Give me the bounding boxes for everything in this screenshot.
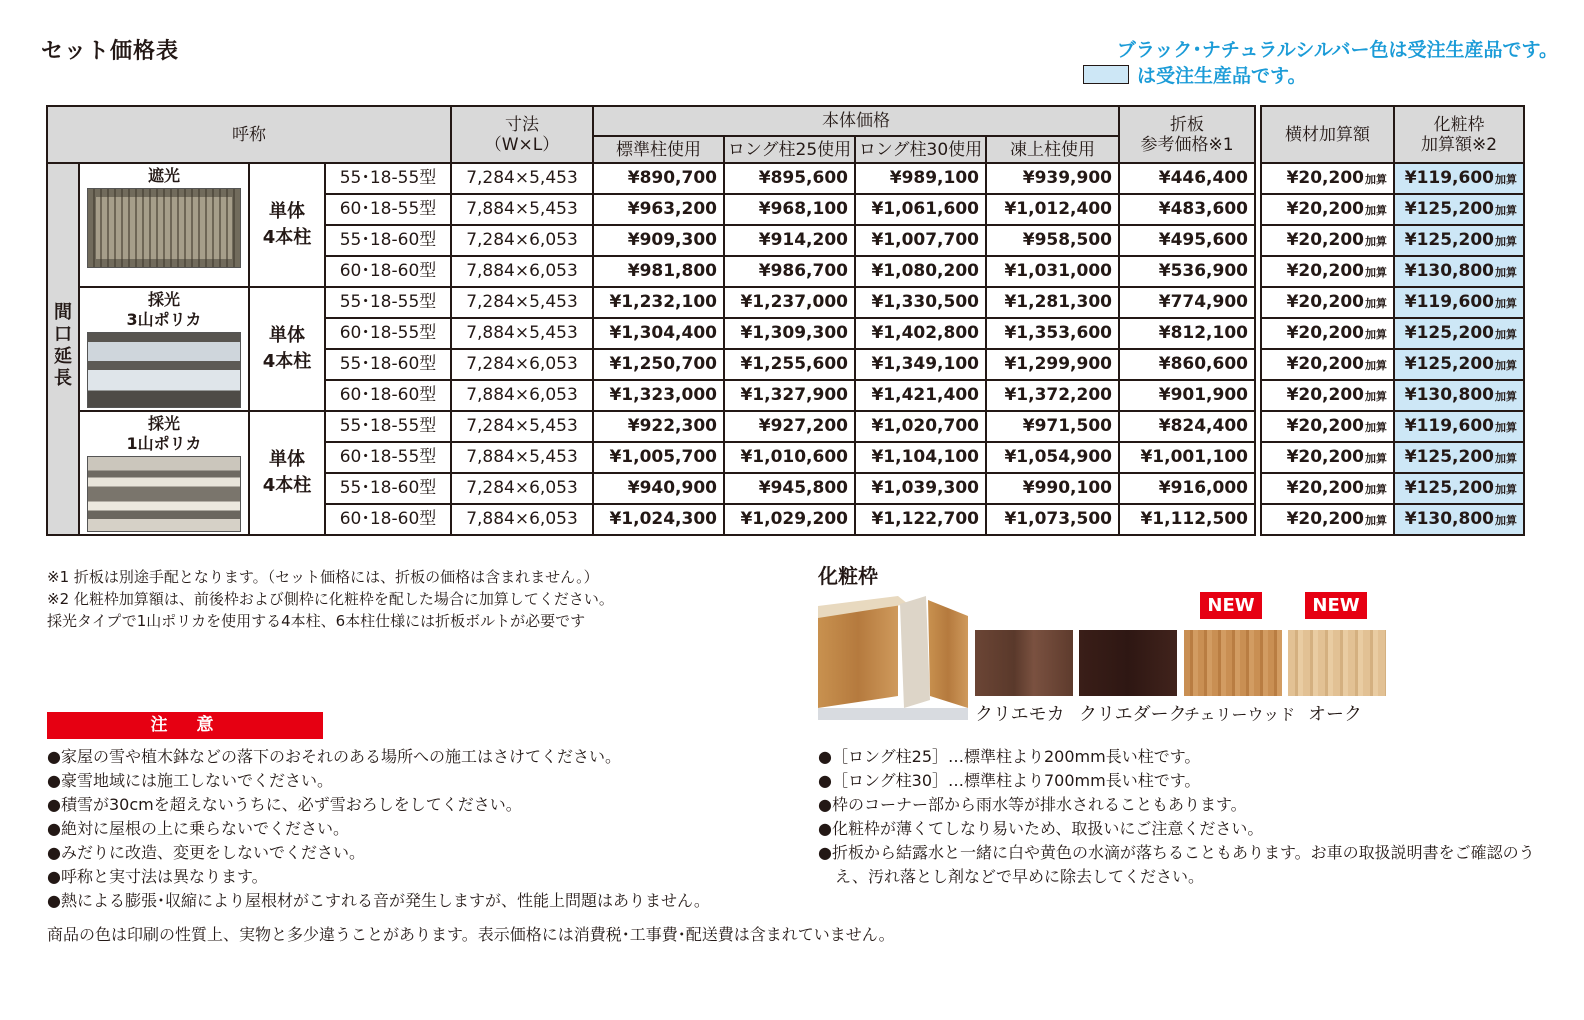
header-beam: 横材加算額 bbox=[1261, 106, 1394, 163]
price-l30: ¥1,421,400 bbox=[855, 380, 986, 411]
group-image-cell bbox=[79, 163, 249, 287]
price-l25: ¥968,100 bbox=[724, 194, 855, 225]
price-l30: ¥1,402,800 bbox=[855, 318, 986, 349]
add-suffix: 加算 bbox=[1365, 296, 1387, 310]
beam-value: ¥20,200 bbox=[1286, 322, 1364, 343]
price-table bbox=[46, 105, 1525, 536]
add-suffix: 加算 bbox=[1495, 172, 1517, 186]
swatch-label: クリエモカ bbox=[975, 704, 1065, 725]
add-suffix: 加算 bbox=[1365, 389, 1387, 403]
group-name: 採光 bbox=[147, 414, 180, 433]
group-name: 3山ポリカ bbox=[126, 310, 202, 329]
frame-corner-photo bbox=[818, 596, 968, 720]
price-fold: ¥536,900 bbox=[1119, 256, 1255, 287]
size-cell: 7,884×5,453 bbox=[451, 318, 593, 349]
caution-item: ●豪雪地域には施工しないでください。 bbox=[47, 771, 333, 790]
price-fold: ¥495,600 bbox=[1119, 225, 1255, 256]
frame-add-cell bbox=[1394, 411, 1524, 442]
price-l30: ¥1,080,200 bbox=[855, 256, 986, 287]
beam-value: ¥20,200 bbox=[1286, 167, 1364, 188]
price-fold: ¥1,112,500 bbox=[1119, 504, 1255, 535]
price-l30: ¥1,122,700 bbox=[855, 504, 986, 535]
group-unit-cell bbox=[249, 287, 325, 411]
keshou-title: 化粧枠 bbox=[818, 564, 878, 588]
size-cell: 7,884×5,453 bbox=[451, 442, 593, 473]
price-fold: ¥916,000 bbox=[1119, 473, 1255, 504]
price-std: ¥890,700 bbox=[593, 163, 724, 194]
add-suffix: 加算 bbox=[1495, 451, 1517, 465]
side-label-maguchi-encho bbox=[47, 163, 79, 535]
header-frame: 化粧枠 加算額※2 bbox=[1394, 106, 1524, 163]
size-cell: 7,284×6,053 bbox=[451, 225, 593, 256]
header-fold: 折板 参考価格※1 bbox=[1119, 106, 1255, 163]
price-frozen: ¥1,073,500 bbox=[986, 504, 1119, 535]
swatch-label: オーク bbox=[1308, 704, 1362, 725]
model-cell: 60･18-55型 bbox=[325, 318, 451, 349]
beam-add-cell bbox=[1261, 411, 1394, 442]
beam-add-cell bbox=[1261, 225, 1394, 256]
beam-value: ¥20,200 bbox=[1286, 198, 1364, 219]
made-to-order-note-legend bbox=[1083, 61, 1306, 88]
group-unit-cell bbox=[249, 163, 325, 287]
price-frozen: ¥1,299,900 bbox=[986, 349, 1119, 380]
note-item: え、汚れ落とし剤などで早めに除去してください。 bbox=[835, 867, 1204, 886]
frame-value: ¥125,200 bbox=[1404, 353, 1494, 374]
price-l25: ¥914,200 bbox=[724, 225, 855, 256]
model-cell: 60･18-60型 bbox=[325, 256, 451, 287]
price-l30: ¥1,061,600 bbox=[855, 194, 986, 225]
price-fold: ¥860,600 bbox=[1119, 349, 1255, 380]
price-std: ¥922,300 bbox=[593, 411, 724, 442]
add-suffix: 加算 bbox=[1495, 513, 1517, 527]
frame-value: ¥125,200 bbox=[1404, 477, 1494, 498]
beam-value: ¥20,200 bbox=[1286, 446, 1364, 467]
beam-value: ¥20,200 bbox=[1286, 508, 1364, 529]
group-name: 採光 bbox=[147, 290, 180, 309]
add-suffix: 加算 bbox=[1365, 482, 1387, 496]
add-suffix: 加算 bbox=[1495, 327, 1517, 341]
beam-value: ¥20,200 bbox=[1286, 291, 1364, 312]
frame-add-cell bbox=[1394, 318, 1524, 349]
frame-value: ¥119,600 bbox=[1404, 291, 1494, 312]
price-frozen: ¥990,100 bbox=[986, 473, 1119, 504]
frame-value: ¥125,200 bbox=[1404, 322, 1494, 343]
price-frozen: ¥1,281,300 bbox=[986, 287, 1119, 318]
price-std: ¥1,232,100 bbox=[593, 287, 724, 318]
price-l25: ¥1,255,600 bbox=[724, 349, 855, 380]
note-item: ●［ロング柱30］…標準柱より700mm長い柱です。 bbox=[818, 771, 1201, 790]
price-l30: ¥1,039,300 bbox=[855, 473, 986, 504]
footnote: ※2 化粧枠加算額は、前後枠および側枠に化粧枠を配した場合に加算してください。 bbox=[47, 590, 614, 608]
right-notes bbox=[818, 745, 1568, 889]
beam-value: ¥20,200 bbox=[1286, 353, 1364, 374]
price-std: ¥1,250,700 bbox=[593, 349, 724, 380]
add-suffix: 加算 bbox=[1495, 296, 1517, 310]
frame-add-cell bbox=[1394, 287, 1524, 318]
price-fold: ¥483,600 bbox=[1119, 194, 1255, 225]
group-name: 1山ポリカ bbox=[126, 434, 202, 453]
swatch-cherry-wood bbox=[1184, 630, 1282, 696]
frame-value: ¥125,200 bbox=[1404, 198, 1494, 219]
beam-add-cell bbox=[1261, 504, 1394, 535]
price-std: ¥909,300 bbox=[593, 225, 724, 256]
price-fold: ¥824,400 bbox=[1119, 411, 1255, 442]
table-row bbox=[47, 163, 1524, 194]
price-frozen: ¥971,500 bbox=[986, 411, 1119, 442]
price-frozen: ¥939,900 bbox=[986, 163, 1119, 194]
swatch-oak bbox=[1288, 630, 1386, 696]
model-cell: 55･18-55型 bbox=[325, 411, 451, 442]
price-l30: ¥1,330,500 bbox=[855, 287, 986, 318]
note-item: ●折板から結露水と一緒に白や黄色の水滴が落ちることもあります。お車の取扱説明書をご確認のう bbox=[818, 843, 1535, 862]
price-std: ¥963,200 bbox=[593, 194, 724, 225]
unit-label: 単体 bbox=[269, 325, 305, 346]
frame-add-cell bbox=[1394, 504, 1524, 535]
model-cell: 60･18-60型 bbox=[325, 504, 451, 535]
page-title: セット価格表 bbox=[41, 39, 180, 64]
model-cell: 60･18-55型 bbox=[325, 194, 451, 225]
frame-add-cell bbox=[1394, 380, 1524, 411]
header-size: 寸法 （W×L） bbox=[451, 106, 593, 163]
caution-item: ●みだりに改造、変更をしないでください。 bbox=[47, 843, 365, 862]
unit-label: 4本柱 bbox=[262, 227, 312, 248]
size-cell: 7,284×6,053 bbox=[451, 473, 593, 504]
beam-add-cell bbox=[1261, 256, 1394, 287]
add-suffix: 加算 bbox=[1365, 234, 1387, 248]
price-frozen: ¥1,031,000 bbox=[986, 256, 1119, 287]
footer-note: 商品の色は印刷の性質上、実物と多少違うことがあります。表示価格には消費税･工事費･配送費は含まれていません。 bbox=[47, 925, 895, 944]
price-l25: ¥1,327,900 bbox=[724, 380, 855, 411]
price-fold: ¥1,001,100 bbox=[1119, 442, 1255, 473]
group-name: 遮光 bbox=[147, 166, 180, 185]
add-suffix: 加算 bbox=[1365, 513, 1387, 527]
unit-label: 単体 bbox=[269, 201, 305, 222]
add-suffix: 加算 bbox=[1495, 389, 1517, 403]
swatch-crie-dark bbox=[1079, 630, 1177, 696]
caution-item: ●家屋の雪や植木鉢などの落下のおそれのある場所への施工はさけてください。 bbox=[47, 747, 621, 766]
frame-value: ¥130,800 bbox=[1404, 384, 1494, 405]
beam-add-cell bbox=[1261, 473, 1394, 504]
add-suffix: 加算 bbox=[1365, 265, 1387, 279]
note-item: ●化粧枠が薄くてしなり易いため、取扱いにご注意ください。 bbox=[818, 819, 1264, 838]
price-l25: ¥1,309,300 bbox=[724, 318, 855, 349]
header-name: 呼称 bbox=[47, 106, 451, 163]
beam-add-cell bbox=[1261, 194, 1394, 225]
swatch-label: クリエダーク bbox=[1079, 704, 1187, 725]
price-l30: ¥1,007,700 bbox=[855, 225, 986, 256]
beam-add-cell bbox=[1261, 287, 1394, 318]
frame-value: ¥119,600 bbox=[1404, 167, 1494, 188]
price-frozen: ¥1,012,400 bbox=[986, 194, 1119, 225]
side-label-char: 口 bbox=[54, 324, 72, 345]
size-cell: 7,284×6,053 bbox=[451, 349, 593, 380]
note-item: ●［ロング柱25］…標準柱より200mm長い柱です。 bbox=[818, 747, 1201, 766]
model-cell: 60･18-60型 bbox=[325, 380, 451, 411]
price-fold: ¥446,400 bbox=[1119, 163, 1255, 194]
lighting-1-peak-photo bbox=[87, 456, 241, 532]
header-std: 標準柱使用 bbox=[593, 136, 724, 163]
add-suffix: 加算 bbox=[1365, 451, 1387, 465]
price-l30: ¥1,349,100 bbox=[855, 349, 986, 380]
price-l25: ¥1,010,600 bbox=[724, 442, 855, 473]
price-l25: ¥1,237,000 bbox=[724, 287, 855, 318]
add-suffix: 加算 bbox=[1365, 172, 1387, 186]
beam-add-cell bbox=[1261, 349, 1394, 380]
price-l30: ¥989,100 bbox=[855, 163, 986, 194]
add-suffix: 加算 bbox=[1495, 420, 1517, 434]
price-std: ¥1,323,000 bbox=[593, 380, 724, 411]
frame-value: ¥125,200 bbox=[1404, 229, 1494, 250]
price-fold: ¥774,900 bbox=[1119, 287, 1255, 318]
caution-list bbox=[47, 745, 710, 913]
beam-value: ¥20,200 bbox=[1286, 260, 1364, 281]
price-l25: ¥986,700 bbox=[724, 256, 855, 287]
price-l25: ¥945,800 bbox=[724, 473, 855, 504]
add-suffix: 加算 bbox=[1365, 203, 1387, 217]
header-body-price: 本体価格 bbox=[593, 106, 1119, 136]
price-l25: ¥927,200 bbox=[724, 411, 855, 442]
frame-add-cell bbox=[1394, 256, 1524, 287]
new-badge-cherry: NEW bbox=[1200, 592, 1262, 619]
add-suffix: 加算 bbox=[1495, 358, 1517, 372]
frame-add-cell bbox=[1394, 349, 1524, 380]
add-suffix: 加算 bbox=[1495, 482, 1517, 496]
frame-add-cell bbox=[1394, 225, 1524, 256]
caution-bar: 注 意 bbox=[47, 712, 323, 739]
caution-item: ●呼称と実寸法は異なります。 bbox=[47, 867, 268, 886]
made-to-order-note-colors: ブラック･ナチュラルシルバー色は受注生産品です。 bbox=[1116, 39, 1558, 61]
made-to-order-swatch bbox=[1083, 65, 1129, 84]
price-frozen: ¥1,353,600 bbox=[986, 318, 1119, 349]
size-cell: 7,884×6,053 bbox=[451, 504, 593, 535]
unit-label: 4本柱 bbox=[262, 351, 312, 372]
add-suffix: 加算 bbox=[1495, 203, 1517, 217]
price-l25: ¥895,600 bbox=[724, 163, 855, 194]
size-cell: 7,284×5,453 bbox=[451, 287, 593, 318]
model-cell: 55･18-55型 bbox=[325, 163, 451, 194]
price-l30: ¥1,104,100 bbox=[855, 442, 986, 473]
caution-item: ●積雪が30cmを超えないうちに、必ず雪おろしをしてください。 bbox=[47, 795, 522, 814]
frame-value: ¥119,600 bbox=[1404, 415, 1494, 436]
side-label-char: 延 bbox=[54, 346, 72, 367]
size-cell: 7,884×6,053 bbox=[451, 256, 593, 287]
add-suffix: 加算 bbox=[1495, 265, 1517, 279]
frame-add-cell bbox=[1394, 442, 1524, 473]
side-label-char: 長 bbox=[54, 368, 72, 389]
add-suffix: 加算 bbox=[1365, 358, 1387, 372]
note-item: ●枠のコーナー部から雨水等が排水されることもあります。 bbox=[818, 795, 1247, 814]
model-cell: 60･18-55型 bbox=[325, 442, 451, 473]
beam-value: ¥20,200 bbox=[1286, 415, 1364, 436]
frame-value: ¥130,800 bbox=[1404, 508, 1494, 529]
group-image-cell bbox=[79, 287, 249, 411]
frame-add-cell bbox=[1394, 194, 1524, 225]
size-cell: 7,884×6,053 bbox=[451, 380, 593, 411]
beam-add-cell bbox=[1261, 442, 1394, 473]
price-fold: ¥901,900 bbox=[1119, 380, 1255, 411]
shade-roof-photo bbox=[87, 188, 241, 268]
frame-add-cell bbox=[1394, 163, 1524, 194]
beam-add-cell bbox=[1261, 163, 1394, 194]
price-std: ¥981,800 bbox=[593, 256, 724, 287]
frame-value: ¥125,200 bbox=[1404, 446, 1494, 467]
add-suffix: 加算 bbox=[1495, 234, 1517, 248]
header-frozen: 凍上柱使用 bbox=[986, 136, 1119, 163]
footnotes bbox=[47, 566, 614, 632]
price-std: ¥1,304,400 bbox=[593, 318, 724, 349]
unit-label: 4本柱 bbox=[262, 475, 312, 496]
beam-value: ¥20,200 bbox=[1286, 229, 1364, 250]
model-cell: 55･18-55型 bbox=[325, 287, 451, 318]
price-fold: ¥812,100 bbox=[1119, 318, 1255, 349]
swatch-crie-mocha bbox=[975, 630, 1073, 696]
side-label-char: 間 bbox=[54, 302, 72, 323]
model-cell: 55･18-60型 bbox=[325, 473, 451, 504]
price-frozen: ¥958,500 bbox=[986, 225, 1119, 256]
header-long25: ロング柱25使用 bbox=[724, 136, 855, 163]
size-cell: 7,284×5,453 bbox=[451, 411, 593, 442]
price-frozen: ¥1,054,900 bbox=[986, 442, 1119, 473]
group-unit-cell bbox=[249, 411, 325, 535]
table-row bbox=[47, 411, 1524, 442]
beam-add-cell bbox=[1261, 380, 1394, 411]
swatch-label: チェリーウッド bbox=[1184, 705, 1296, 724]
beam-value: ¥20,200 bbox=[1286, 477, 1364, 498]
header-long30: ロング柱30使用 bbox=[855, 136, 986, 163]
model-cell: 55･18-60型 bbox=[325, 225, 451, 256]
table-row bbox=[47, 287, 1524, 318]
frame-add-cell bbox=[1394, 473, 1524, 504]
add-suffix: 加算 bbox=[1365, 420, 1387, 434]
size-cell: 7,284×5,453 bbox=[451, 163, 593, 194]
caution-item: ●熱による膨張･収縮により屋根材がこすれる音が発生しますが、性能上問題はありません。 bbox=[47, 891, 710, 910]
made-to-order-legend-text: は受注生産品です。 bbox=[1137, 65, 1307, 87]
group-image-cell bbox=[79, 411, 249, 535]
lighting-3-peak-photo bbox=[87, 332, 241, 408]
price-l25: ¥1,029,200 bbox=[724, 504, 855, 535]
beam-value: ¥20,200 bbox=[1286, 384, 1364, 405]
add-suffix: 加算 bbox=[1365, 327, 1387, 341]
price-l30: ¥1,020,700 bbox=[855, 411, 986, 442]
footnote: ※1 折板は別途手配となります。（セット価格には、折板の価格は含まれません。） bbox=[47, 568, 599, 586]
model-cell: 55･18-60型 bbox=[325, 349, 451, 380]
size-cell: 7,884×5,453 bbox=[451, 194, 593, 225]
beam-add-cell bbox=[1261, 318, 1394, 349]
new-badge-oak: NEW bbox=[1305, 592, 1367, 619]
frame-value: ¥130,800 bbox=[1404, 260, 1494, 281]
price-std: ¥940,900 bbox=[593, 473, 724, 504]
price-std: ¥1,005,700 bbox=[593, 442, 724, 473]
unit-label: 単体 bbox=[269, 449, 305, 470]
price-frozen: ¥1,372,200 bbox=[986, 380, 1119, 411]
price-std: ¥1,024,300 bbox=[593, 504, 724, 535]
footnote: 採光タイプで1山ポリカを使用する4本柱、6本柱仕様には折板ボルトが必要です bbox=[47, 612, 586, 630]
caution-item: ●絶対に屋根の上に乗らないでください。 bbox=[47, 819, 349, 838]
